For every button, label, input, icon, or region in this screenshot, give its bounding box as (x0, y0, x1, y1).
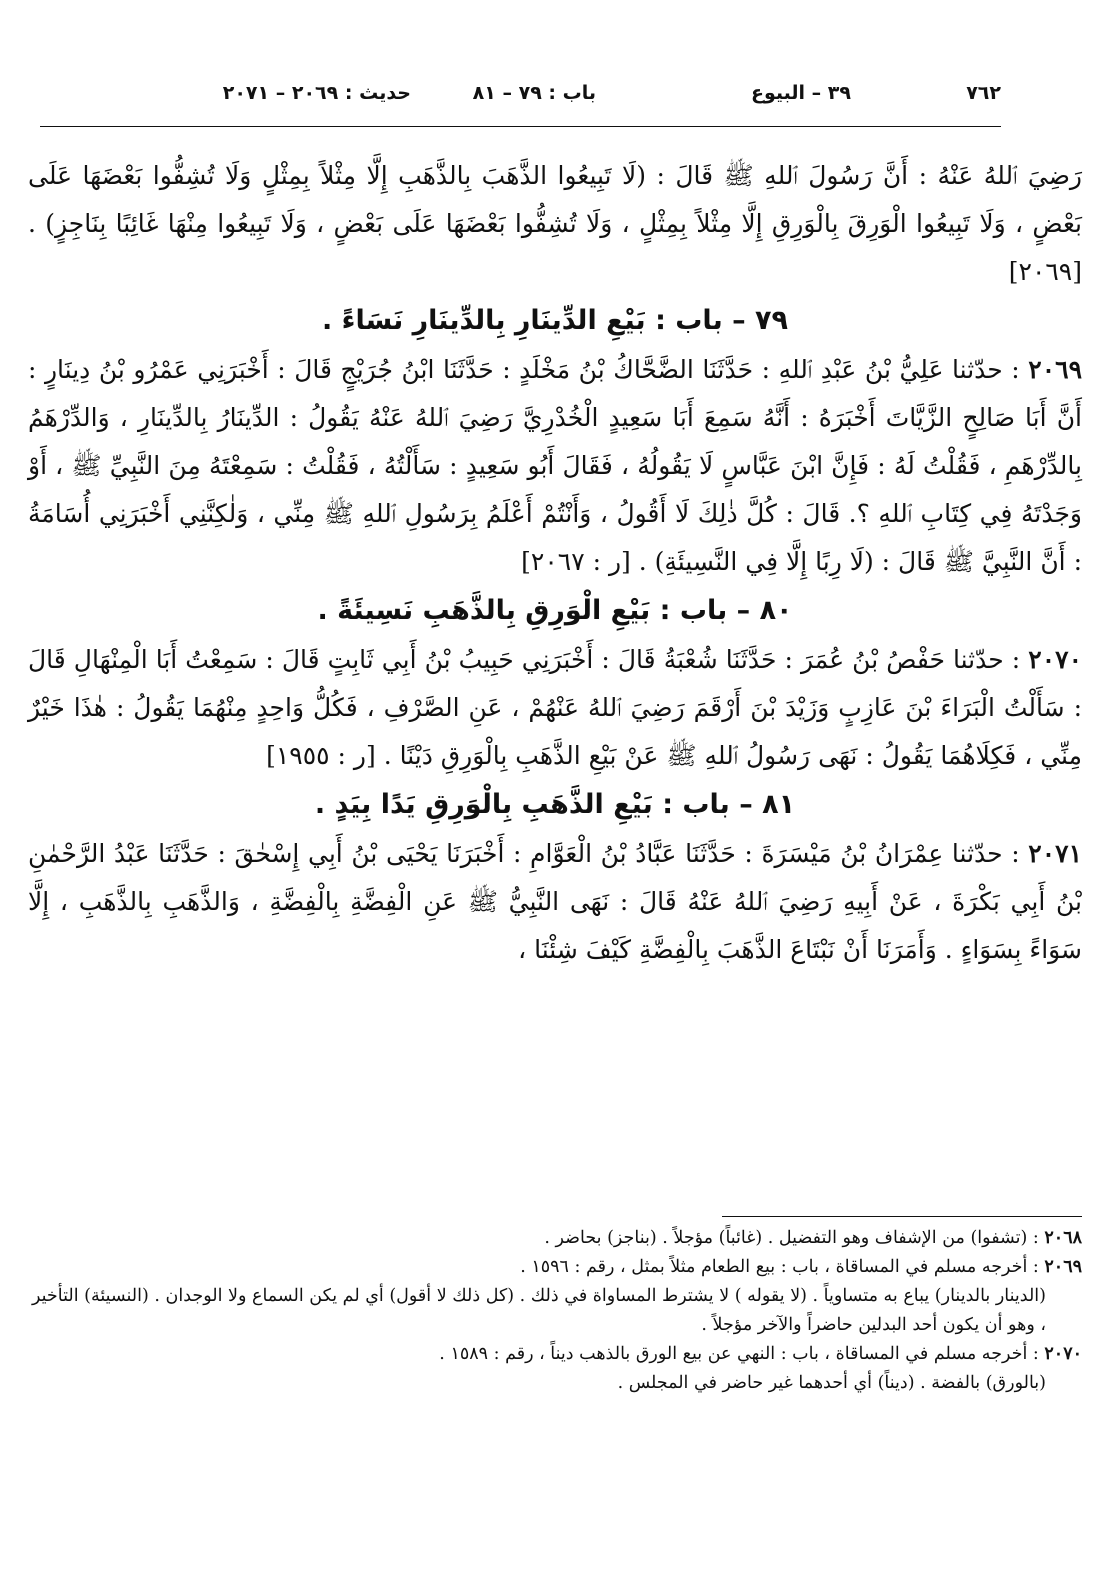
bab-range: باب : ٧٩ – ٨١ (472, 82, 596, 104)
running-header (40, 80, 1001, 114)
footnote-2069-glossary: (الدينار بالدينار) يباع به متساوياً . (لا يقوله ) لا يشترط المساواة في ذلك . (كل ذلك لا أقول) أي لم يكن السماع ولا الوجدان . (النسيئة) التأخير ، وهو أن يكون أحد البدلين حاضراً والآخر مؤجلاً . (32, 1286, 1046, 1335)
paragraph-text: رَضِيَ ٱللهُ عَنْهُ : أَنَّ رَسُولَ ٱللهِ ﷺ قَالَ : (لَا تَبِيعُوا الذَّهَبَ بِالذَّهَبِ إِلَّا مِثْلاً بِمِثْلٍ وَلَا تُشِفُّوا بَعْضَهَا عَلَى بَعْضٍ ، وَلَا تَبِيعُوا الْوَرِقَ بِالْوَرِقِ إِلَّا مِثْلاً بِمِثْلٍ ، وَلَا تُشِفُّوا بَعْضَهَا عَلَى بَعْضٍ ، وَلَا تَبِيعُوا مِنْهَا غَائِبًا بِنَاجِزٍ) . (28, 161, 1082, 238)
cross-reference: [ر : ٢٠٦٧] (521, 547, 631, 576)
main-text (28, 152, 1082, 974)
hadith-text: : حدّثنا حَفْصُ بْنُ عُمَرَ : حَدَّثَنَا شُعْبَةُ قَالَ : أَخْبَرَنِي حَبِيبُ بْنُ أَبِي ثَابِتٍ قَالَ : سَمِعْتُ أَبَا الْمِنْهَالِ قَالَ : سَأَلْتُ الْبَرَاءَ بْنَ عَازِبٍ وَزَيْدَ بْنَ أَرْقَمَ رَضِيَ ٱللهُ عَنْهُمْ ، عَنِ الصَّرْفِ ، فَكُلُّ وَاحِدٍ مِنْهُمَا يَقُولُ : هٰذَا خَيْرٌ مِنِّي ، فَكِلَاهُمَا يَقُولُ : نَهَى رَسُولُ ٱللهِ ﷺ عَنْ بَيْعِ الذَّهَبِ بِالْوَرِقِ دَيْنًا . (28, 645, 1082, 770)
footnotes (28, 1224, 1082, 1398)
hadith-number: ٢٠٧١ (1028, 839, 1082, 868)
footnote-number: ٢٠٧٠ (1044, 1344, 1082, 1364)
hadith-range: حديث : ٢٠٦٩ – ٢٠٧١ (222, 82, 411, 104)
footnote-number: ٢٠٦٩ (1044, 1257, 1082, 1277)
hadith-2071 (28, 830, 1082, 974)
footnote-text: : (تشفوا) من الإشفاف وهو التفضيل . (غائباً) مؤجلاً . (بناجز) بحاضر . (544, 1228, 1039, 1248)
hadith-text: : حدّثنا عَلِيُّ بْنُ عَبْدِ ٱللهِ : حَدَّثَنَا الضَّحَّاكُ بْنُ مَخْلَدٍ : حَدَّثَنَا ابْنُ جُرَيْجٍ قَالَ : أَخْبَرَنِي عَمْرُو بْنُ دِينَارٍ : أَنَّ أَبَا صَالِحٍ الزَّيَّاتَ أَخْبَرَهُ : أَنَّهُ سَمِعَ أَبَا سَعِيدٍ الْخُدْرِيَّ رَضِيَ ٱللهُ عَنْهُ يَقُولُ : الدِّينَارُ بِالدِّينَارِ ، وَالدِّرْهَمُ بِالدِّرْهَمِ ، فَقُلْتُ لَهُ : فَإِنَّ ابْنَ عَبَّاسٍ لَا يَقُولُهُ ، فَقَالَ أَبُو سَعِيدٍ : سَأَلْتُهُ ، فَقُلْتُ : سَمِعْتَهُ مِنَ النَّبِيِّ ﷺ ، أَوْ وَجَدْتَهُ فِي كِتَابِ ٱللهِ ؟. قَالَ : كُلَّ ذٰلِكَ لَا أَقُولُ ، وَأَنْتُمْ أَعْلَمُ بِرَسُولِ ٱللهِ ﷺ مِنِّي ، وَلٰكِنَّنِي أَخْبَرَنِي أُسَامَةُ : أَنَّ النَّبِيَّ ﷺ قَالَ : (لَا رِبًا إِلَّا فِي النَّسِيئَةِ) . (28, 355, 1082, 576)
footnote-2069 (28, 1253, 1082, 1282)
chapter-heading-79: ٧٩ – باب : بَيْعِ الدِّينَارِ بِالدِّينَارِ نَسَاءً . (322, 305, 788, 336)
header-divider (40, 126, 1001, 127)
hadith-number: ٢٠٦٩ (1028, 355, 1082, 384)
footnote-number: ٢٠٦٨ (1044, 1228, 1082, 1248)
hadith-2069 (28, 346, 1082, 586)
cross-reference: [ر : ١٩٥٥] (266, 741, 376, 770)
footnote-2070-glossary: (بالورق) بالفضة . (ديناً) أي أحدهما غير حاضر في المجلس . (617, 1373, 1046, 1393)
cross-reference: [٢٠٦٩] (1008, 257, 1082, 286)
hadith-number: ٢٠٧٠ (1028, 645, 1082, 674)
footnote-2070 (28, 1340, 1082, 1369)
book-title: ٣٩ – البيوع (751, 82, 851, 104)
footnote-2068 (28, 1224, 1082, 1253)
footnote-text: : أخرجه مسلم في المساقاة ، باب : بيع الطعام مثلاً بمثل ، رقم : ١٥٩٦ . (520, 1257, 1039, 1277)
hadith-2070 (28, 636, 1082, 780)
page-number: ٧٦٢ (966, 82, 1001, 104)
footnote-divider (722, 1216, 1082, 1217)
chapter-heading-81: ٨١ – باب : بَيْعِ الذَّهَبِ بِالْوَرِقِ يَدًا بِيَدٍ . (314, 789, 796, 820)
footnote-text: : أخرجه مسلم في المساقاة ، باب : النهي عن بيع الورق بالذهب ديناً ، رقم : ١٥٨٩ . (439, 1344, 1039, 1364)
hadith-text: : حدّثنا عِمْرَانُ بْنُ مَيْسَرَةَ : حَدَّثَنَا عَبَّادُ بْنُ الْعَوَّامِ : أَخْبَرَنَا يَحْيَى بْنُ أَبِي إِسْحٰقَ : حَدَّثَنَا عَبْدُ الرَّحْمٰنِ بْنُ أَبِي بَكْرَةَ ، عَنْ أَبِيهِ رَضِيَ ٱللهُ عَنْهُ قَالَ : نَهَى النَّبِيُّ ﷺ عَنِ الْفِضَّةِ بِالْفِضَّةِ ، وَالذَّهَبِ بِالذَّهَبِ ، إِلَّا سَوَاءً بِسَوَاءٍ . وَأَمَرَنَا أَنْ نَبْتَاعَ الذَّهَبَ بِالْفِضَّةِ كَيْفَ شِئْنَا ، (28, 839, 1082, 964)
chapter-heading-80: ٨٠ – باب : بَيْعِ الْوَرِقِ بِالذَّهَبِ نَسِيئَةً . (317, 595, 793, 626)
paragraph-continuation (28, 152, 1082, 296)
